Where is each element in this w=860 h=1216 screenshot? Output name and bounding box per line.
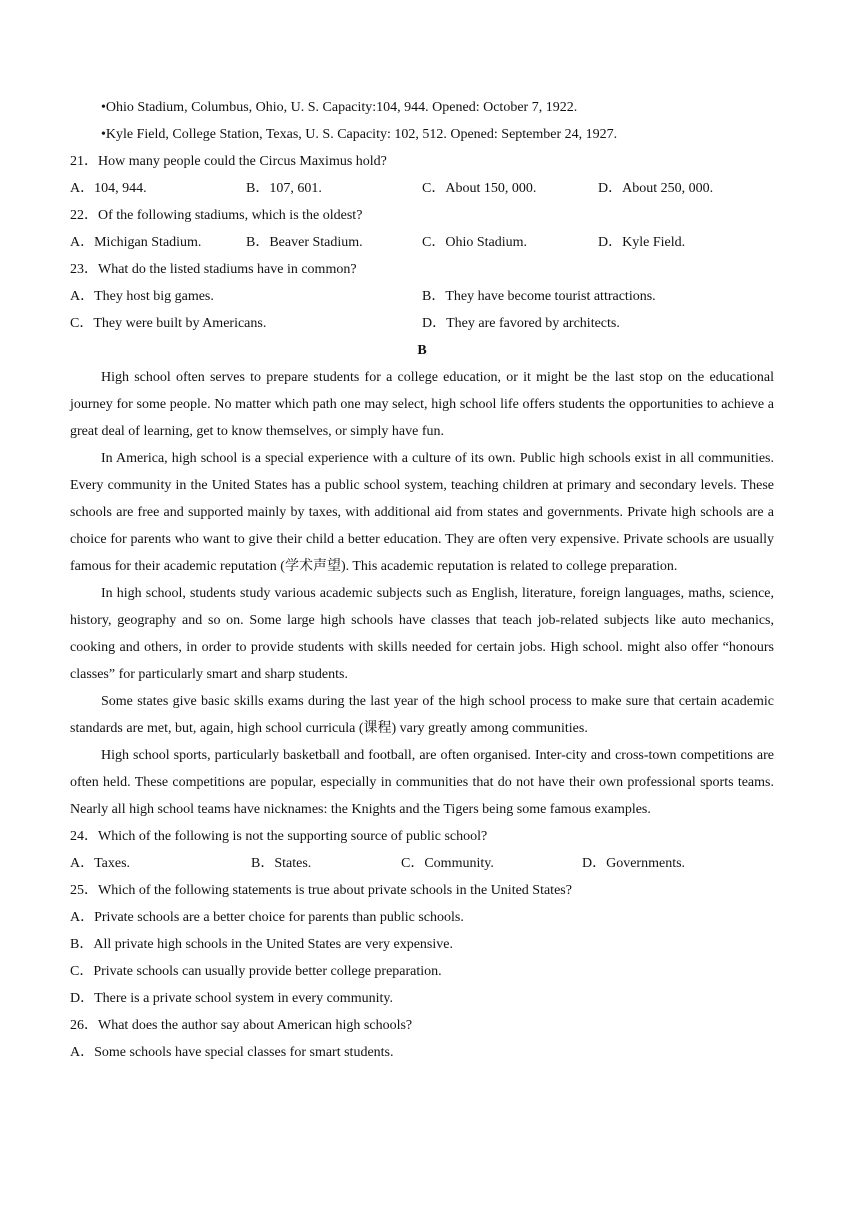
option-22-b: B．Beaver Stadium. [246,235,363,250]
question-23-stem: 23．What do the listed stadiums have in common? [70,262,357,277]
option-21-d: D．About 250, 000. [598,181,714,196]
option-24-d: D．Governments. [582,856,686,871]
stadium-entry-ohio: •Ohio Stadium, Columbus, Ohio, U. S. Capacity:104, 944. Opened: October 7, 1922. [101,100,578,115]
passage-b [70,364,774,823]
option-25-a: A．Private schools are a better choice for parents than public schools. [70,910,464,925]
question-22-stem: 22．Of the following stadiums, which is the oldest? [70,208,363,223]
option-21-b: B．107, 601. [246,181,322,196]
question-23-options-row2 [70,310,774,337]
option-24-a: A．Taxes. [70,856,131,871]
question-23-options-row1 [70,283,774,310]
option-23-b: B．They have become tourist attractions. [422,289,656,304]
option-23-d: D．They are favored by architects. [422,316,620,331]
question-25-stem: 25．Which of the following statements is true about private schools in the United States? [70,883,572,898]
question-21-stem: 21．How many people could the Circus Maximus hold? [70,154,387,169]
option-23-a: A．They host big games. [70,289,214,304]
section-b-heading: B [417,343,427,358]
passage-b-paragraph-3: In high school, students study various academic subjects such as English, literature, foreign languages, maths, science, history, geography and so on. Some large high schools have classes that teach job-related subjects like auto mechanics, cooking and others, in order to provide students with skills needed for certain jobs. High school. might also offer “honours classes” for particularly smart and sharp students. [70,586,774,682]
option-22-a: A．Michigan Stadium. [70,235,202,250]
document-page [70,94,774,1066]
option-26-a: A．Some schools have special classes for smart students. [70,1045,394,1060]
option-25-b: B．All private high schools in the United States are very expensive. [70,937,453,952]
question-26-stem: 26．What does the author say about American high schools? [70,1018,413,1033]
question-24-stem: 24．Which of the following is not the supporting source of public school? [70,829,488,844]
passage-b-paragraph-4: Some states give basic skills exams during the last year of the high school process to make sure that certain academic standards are met, but, again, high school curricula (课程) vary greatly among communities. [70,694,774,736]
option-24-b: B．States. [251,856,312,871]
option-21-c: C．About 150, 000. [422,181,537,196]
passage-b-paragraph-2: In America, high school is a special experience with a culture of its own. Public high schools exist in all communities. Every community in the United States has a public school system, teaching children at primary and secondary levels. These schools are free and supported mainly by taxes, with additional aid from states and governments. Private high schools are a choice for parents who want to give their child a better education. They are often very expensive. Private schools are usually famous for their academic reputation (学术声望). This academic reputation is related to college preparation. [70,451,774,574]
option-22-c: C．Ohio Stadium. [422,235,528,250]
question-21-options [70,175,774,202]
passage-b-paragraph-1: High school often serves to prepare students for a college education, or it might be the last stop on the educational journey for some people. No matter which path one may select, high school life offers students the opportunities to achieve a great deal of learning, get to know themselves, or simply have fun. [70,370,774,439]
option-22-d: D．Kyle Field. [598,235,686,250]
option-25-d: D．There is a private school system in every community. [70,991,393,1006]
option-23-c: C．They were built by Americans. [70,316,267,331]
question-24-options [70,850,774,877]
passage-b-paragraph-5: High school sports, particularly basketball and football, are often organised. Inter-city and cross-town competitions are often held. These competitions are popular, especially in communities that do not have their own professional sports teams. Nearly all high school teams have nicknames: the Knights and the Tigers being some famous examples. [70,748,774,817]
option-21-a: A．104, 944. [70,181,147,196]
option-24-c: C．Community. [401,856,494,871]
stadium-entry-kyle: •Kyle Field, College Station, Texas, U. S. Capacity: 102, 512. Opened: September 24, 1927. [101,127,618,142]
question-22-options [70,229,774,256]
option-25-c: C．Private schools can usually provide better college preparation. [70,964,442,979]
